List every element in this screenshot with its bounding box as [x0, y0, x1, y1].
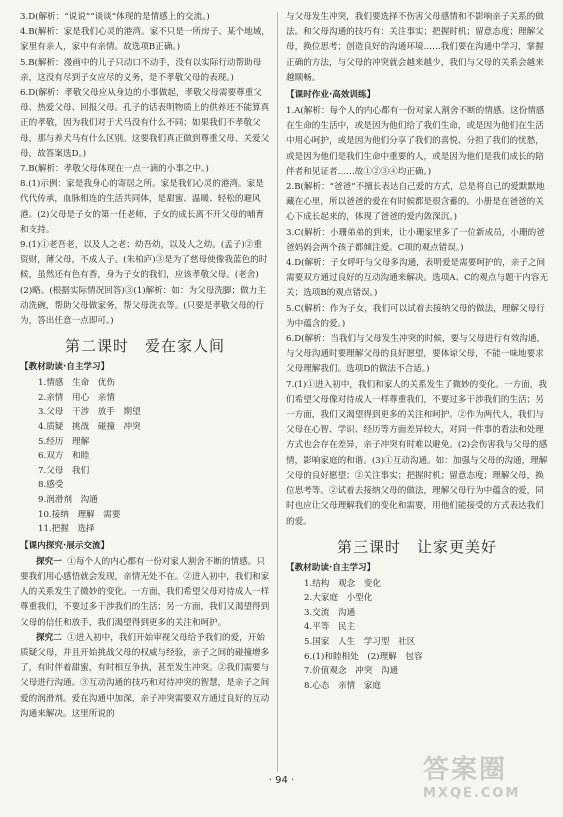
- list-item: 5.经历 理解: [38, 436, 90, 447]
- answer-item: 6.D(解析：当我们与父母发生冲突的时候，要与父母进行有效沟通，与父母沟通时要理解父母的良好愿望，要体谅父母，不能一味地要求父母理解我们。选项D的做法不合适。): [286, 334, 546, 375]
- list-item: 4.平等 民主: [304, 622, 356, 633]
- list-item: 3.父母 干涉 放手 期望: [38, 407, 141, 418]
- list-item: 11.把握 选择: [38, 524, 95, 535]
- answer-item: 3.D(解析：“说说”“谈谈”体现的是情感上的交流。): [20, 12, 210, 22]
- list-item: 1.结构 观念 变化: [304, 578, 381, 589]
- list-item: 2.亲情 用心 亲情: [38, 392, 115, 403]
- explore-two: [20, 631, 270, 722]
- list-item: 4.质疑 挑战 碰撞 冲突: [38, 422, 141, 433]
- column-divider: [277, 12, 278, 772]
- explore-one: [20, 555, 270, 631]
- right-column: [286, 10, 548, 693]
- list-item: 1.情感 生命 优伤: [38, 378, 115, 389]
- list-item: 8.心态 亲情 家庭: [304, 680, 381, 691]
- watermark-bottom-text: MXQE.COM: [423, 786, 521, 801]
- watermark-top-text: 答案圈: [423, 755, 508, 785]
- answer-item: 3.C(解析：小珊弟弟的到来，让小珊家里多了一位新成员，小珊的爸爸妈妈会两个孩子都倾注爱。C项的观点错误。): [286, 227, 545, 253]
- list-item: 3.交流 沟通: [304, 607, 356, 618]
- explore-one-text: ①每个人的内心都有一份对家人割舍不断的情感。只要我们用心感悟就会发现，亲情无处不在。②进入初中，我们和家人的关系发生了微妙的变化。一方面，我们希望父母对待成人一样尊重我们，不要过多干涉我们的生活；另一方面，我们又渴望得到父母的信任和放手，我们渴望得到更多的关注和呵护。: [20, 556, 270, 628]
- answer-item: 2.B(解析：“爸爸”不擅长表达自己爱的方式，总是将自己的爱默默地藏在心里，所以爸爸的爱在有时候都是很含蓄的。小册是在爸爸的关心下成长起来的，体现了爸爸的爱内敛深沉。): [286, 182, 545, 223]
- textbook-answer-list-2: [286, 577, 548, 694]
- watermark-logo: [423, 749, 553, 809]
- answer-item: 4.D(解析：子女呼吁与父母多沟通，表明爱是需要呵护的，亲子之间需要双方通过良好的互动沟通来解决。选项A、C的观点与题干内容无关；选项B的观点错误。): [286, 258, 549, 299]
- answer-item: 8.(1)示例：家是我身心的寄居之所。家是我们心灵的港湾。家是代代传承，血脉相连的生活共同体，是甜蜜、温暖、轻松的避风港。(2)父母是子女的第一任老师，子女的成长离不开父母的哺育和支持。: [20, 179, 265, 235]
- explore-two-text: ①进入初中，我们开始审视父母给予我们的爱，开始质疑父母，并且开始挑战父母的权威与经验，亲子之间的碰撞增多了，有时伴着甜蜜，有时相互争执，甚至发生冲突。②我们需要与父母进行沟通。③互动沟通的技巧和对待冲突的智慧，是亲子之间爱的润滑剂。爱在沟通中加深，亲子冲突需要双方通过良好的互动沟通来解决。这里所说的: [20, 632, 270, 719]
- page-number: · 94 ·: [268, 775, 295, 786]
- list-item: 10.接纳 理解 需要: [38, 509, 121, 520]
- list-item: 6.(1)和睦相处 (2)理解 包容: [304, 651, 423, 662]
- answer-item: 9.(1)①老吾老，以及人之老；幼吾幼，以及人之幼。(孟子)②重资财，薄父母，不成人子。(朱柏庐)③是为了慈母使像我蓝色的时候，虽然还有色有香，身为子女的我们，应该孝敬父母。(老舍)(2)略。(根据实际情况回答)③(1)解析：如：为父母洗脚；做力主动洗碗，帮助父母做家务，帮父母洗衣等。(只要是孝敬父母的行为，答出任意一点即可。): [20, 240, 268, 327]
- answer-item: 7.(1)①进入初中，我们和家人的关系发生了微妙的变化。一方面，我们希望父母像对待成人一样尊重我们，不要过多干涉我们的生活；另一方面，我们又渴望得到更多的关注和呵护。②作为两代人，我们与父母在心智、学识、经历等方面差异较大，对同一件事的看法和处理方式也会存在差异，亲子冲突有时难以避免。(2)会伤害我与父母的感情，影响家庭的和谐。(3)①互动沟通。如：加强与父母的沟通，理解父母的良好愿望；②关注事实；把握时机；留意态度；理解父母，换位思考等。②试着去接纳父母的做法，理解父母行为中蕴含的爱，同时也应让父母理解我们的变化和需要，用他们能接受的方式表达我们的爱。: [286, 379, 548, 527]
- lesson2-title: 第二课时 爱在家人间: [64, 337, 225, 356]
- answer-item: 7.B(解析：孝敬父母体现在一点一滴的小事之中。): [20, 164, 209, 175]
- list-item: 5.国家 人生 学习型 社区: [304, 637, 416, 648]
- textbook-section-heading-2: 【教材助读·自主学习】: [286, 562, 376, 573]
- textbook-section-heading: 【教材助读·自主学习】: [20, 362, 110, 373]
- list-item: 2.大家庭 小型化: [304, 593, 373, 604]
- list-item: 9.润滑剂 沟通: [38, 495, 98, 506]
- list-item: 6.双方 和睦: [38, 451, 90, 462]
- answer-item: 4.B(解析：家是我们心灵的港湾。家不只是一所房子、某个地域，家里有亲人，家中有亲情。故选项B正确。): [20, 27, 270, 53]
- list-item: 7.价值观念 冲突 沟通: [304, 666, 399, 677]
- homework-answers: [286, 104, 548, 530]
- lesson3-title: 第三课时 让家更美好: [336, 537, 497, 556]
- left-column: [20, 10, 270, 722]
- answers-top: [20, 10, 270, 329]
- answer-item: 6.D(解析：孝敬父母应从身边的小事做起，孝敬父母需要尊重父母、热爱父母、回报父母。孔子的话表明物质上的供养还不能算真正的孝敬，因为我们对于犬马没有什么不同；如果我们不孝敬父母，那与养犬马有什么区别。这要我们真正做到尊重父母、关爱父母，故答案选D。): [20, 88, 270, 159]
- explore-section-heading: 【课内探究·展示交流】: [20, 540, 110, 551]
- list-item: 8.感受: [38, 480, 64, 491]
- explore-two-label: 探究二: [36, 632, 62, 643]
- answer-item: 1.A(解析：每个人的内心都有一份对家人割舍不断的情感。这份情感在生命的生活中，或是因为他们给了我们生命，或是因为他们在生活中用心呵护，或是因为他们分享了我们的喜悦、分担了我们的忧愁，或是因为他们是我们生命中重要的人，或是因为他们是我们成长的陪伴者和见证者……故①②③④均正确。): [286, 106, 545, 177]
- continued-text: 与父母发生冲突，我们要选择不伤害父母感情和不影响亲子关系的做法。和父母沟通的技巧有：关注事实；把握时机；留意态度；理解父母，换位思考；创造良好的沟通环境……我们要在沟通中学习，掌握正确的方法，与父母的冲突就会越来越少，我们与父母的关系会越来越顺畅。: [286, 12, 544, 83]
- explore-one-label: 探究一: [36, 556, 62, 567]
- list-item: 7.父母 我们: [38, 465, 90, 476]
- answer-item: 5.C(解析：作为子女，我们可以试着去接纳父母的做法，理解父母行为中蕴含的爱。): [286, 303, 545, 329]
- homework-section-heading: 【课时作业·高效训练】: [286, 90, 376, 101]
- textbook-answer-list: [20, 376, 270, 537]
- answer-item: 5.B(解析：漫画中的儿子只动口不动手，没有以实际行动帮助母亲，这没有尽到子女应尽的义务，是不孝敬父母的表现。): [20, 57, 262, 83]
